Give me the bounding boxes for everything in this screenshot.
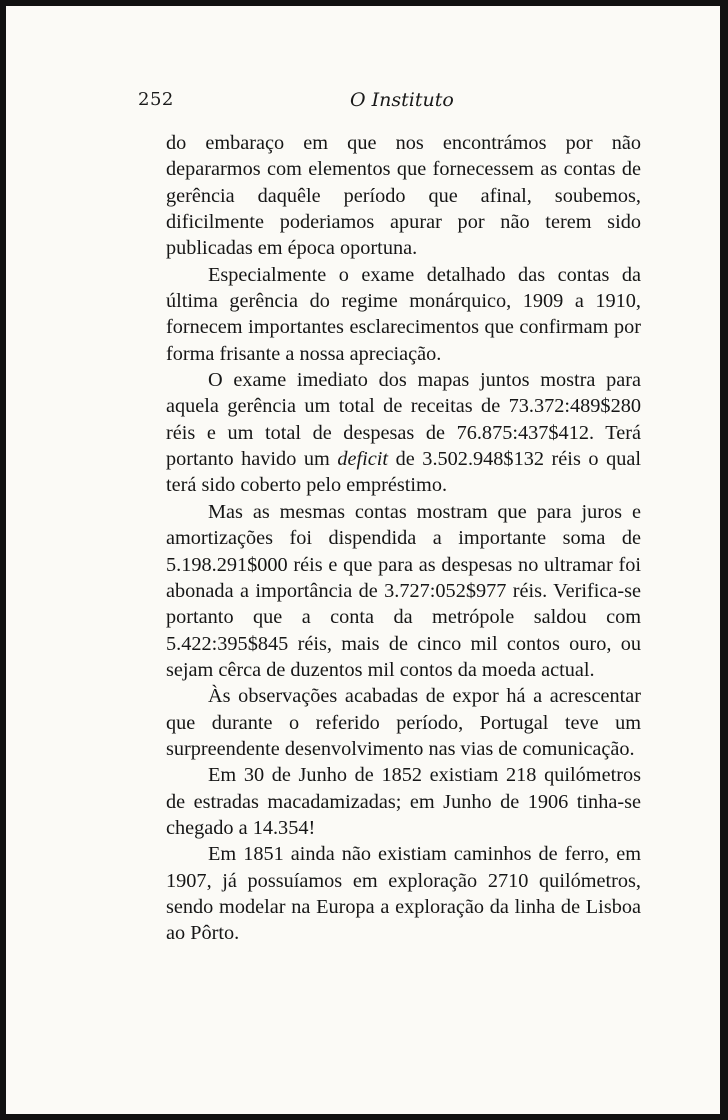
paragraph-7: Em 1851 ainda não existiam caminhos de ferro, em 1907, já possuíamos em exploração 2710 quilómetros, sendo modelar na Europa a exploração da linha de Lisboa ao Pôrto. <box>166 843 641 945</box>
paragraph-3-start: O exame imediato dos mapas juntos mostra para aquela gerência um total de receitas de 73.372:489$280 réis e um total de despesas de 76.875:437$412. Terá portanto havido um <box>166 369 641 471</box>
paragraph-6: Em 30 de Junho de 1852 existiam 218 quilómetros de estradas macadamizadas; em Junho de 1906 tinha-se chegado a 14.354! <box>166 764 641 839</box>
page-header <box>138 89 588 119</box>
paragraph-3 <box>166 367 641 499</box>
body-text <box>166 130 641 947</box>
running-title: O Instituto <box>350 89 454 111</box>
paragraph-4: Mas as mesmas contas mostram que para juros e amortizações foi dispendida a importante soma de 5.198.291$000 réis e que para as despesas no ultramar foi abonada a importância de 3.727:052$977 réis. Verifica-se portanto que a conta da metrópole saldou com 5.422:395$845 réis, mais de cinco mil contos ouro, ou sejam cêrca de duzentos mil contos da moeda actual. <box>166 500 641 681</box>
paragraph-5: Às observações acabadas de expor há a acrescentar que durante o referido período, Portugal teve um surpreendente desenvolvimento nas vias de comunicação. <box>166 685 641 760</box>
page-number: 252 <box>138 89 174 110</box>
paragraph-2: Especialmente o exame detalhado das contas da última gerência do regime monárquico, 1909 a 1910, fornecem importantes esclarecimentos que confirmam por forma frisante a nossa apreciação. <box>166 263 641 365</box>
paragraph-3-end: de 3.502.948$132 réis o qual terá sido coberto pelo empréstimo. <box>166 448 641 497</box>
book-page <box>6 6 720 1114</box>
deficit-term: deficit <box>337 448 389 471</box>
paragraph-1: do embaraço em que nos encontrámos por não depararmos com elementos que fornecessem as contas de gerência daquêle período que afinal, soubemos, dificilmente poderiamos apurar por não terem sido publicadas em época oportuna. <box>166 132 641 260</box>
